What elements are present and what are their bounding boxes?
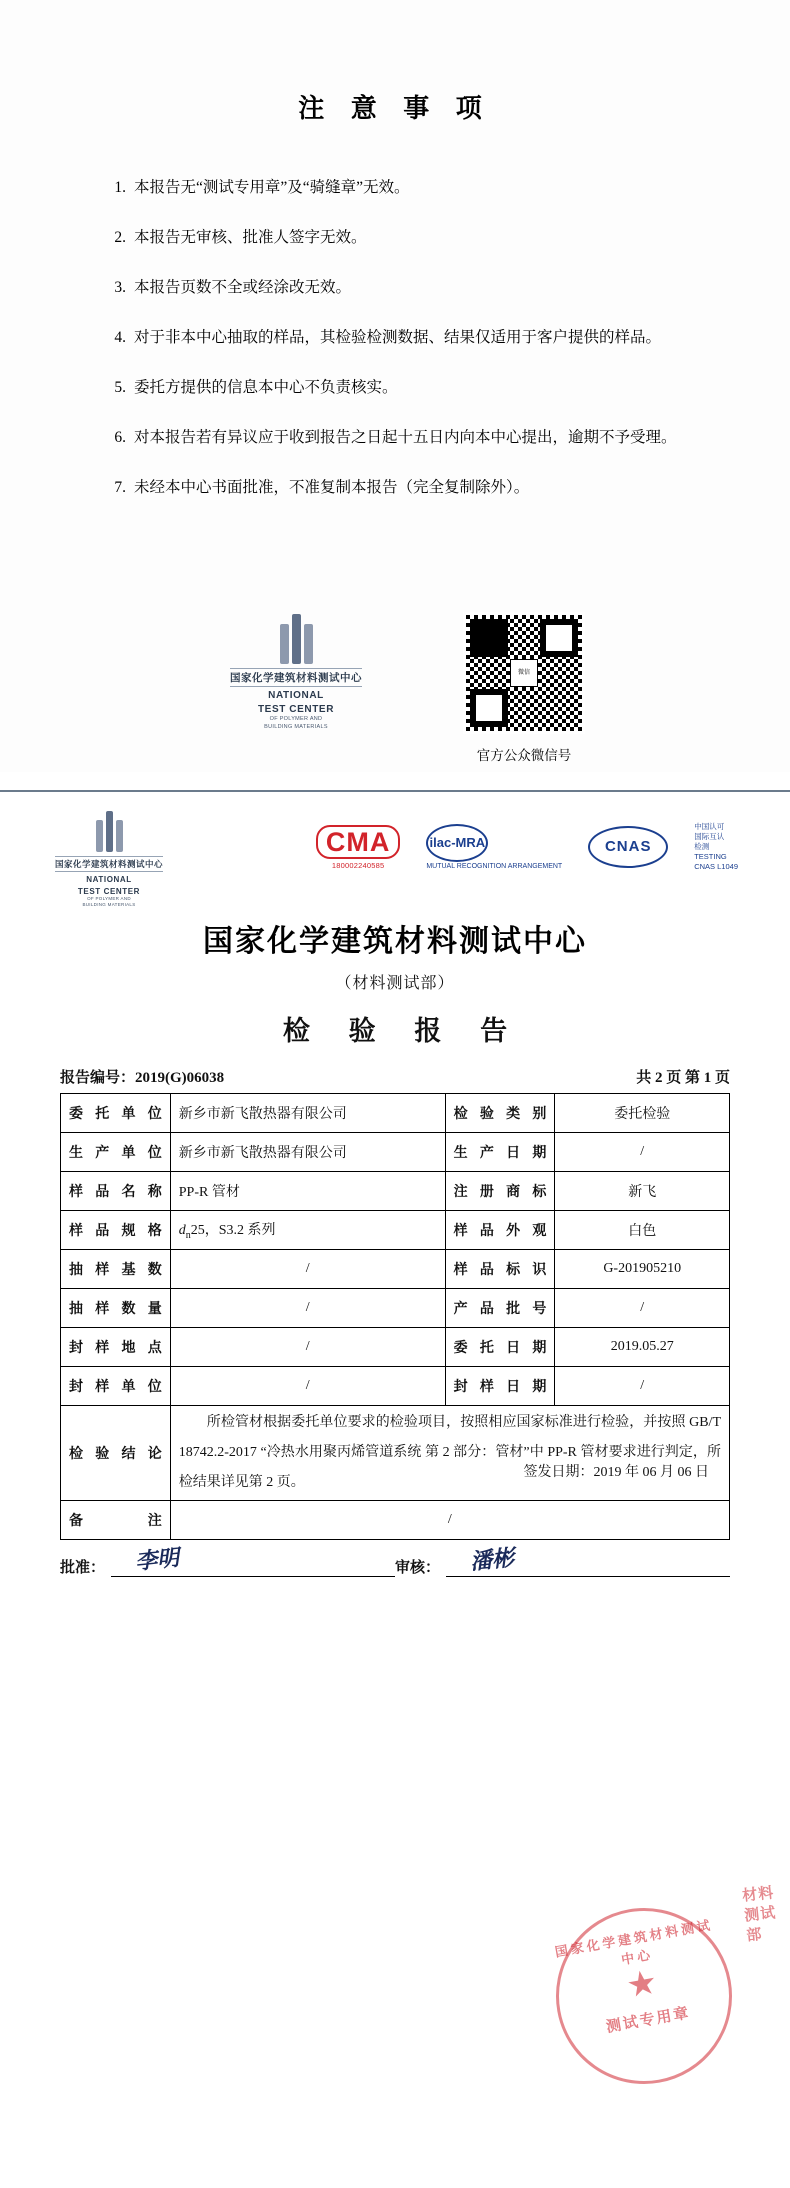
- field-value: G-201905210: [555, 1250, 730, 1289]
- field-value: 新乡市新飞散热器有限公司: [170, 1094, 445, 1133]
- list-item: [100, 371, 698, 405]
- field-label: 样品标识: [445, 1250, 555, 1289]
- table-row: [61, 1211, 730, 1250]
- field-label: 检验类别: [445, 1094, 555, 1133]
- cma-number: 180002240585: [331, 860, 385, 870]
- field-label: 生产单位: [61, 1133, 171, 1172]
- review-signature-line: [446, 1544, 730, 1577]
- issue-date: 签发日期：2019 年 06 月 06 日: [523, 1465, 709, 1480]
- notes-footer: [0, 612, 790, 764]
- report-info-table: [60, 1093, 730, 1540]
- accreditation-marks: [316, 810, 756, 872]
- list-item: [100, 221, 698, 255]
- official-stamp: [542, 1894, 746, 2098]
- field-label: 委托单位: [61, 1094, 171, 1133]
- logo-en-line2: TEST CENTER: [77, 887, 141, 896]
- note-text: 本报告无审核、批准人签字无效。: [134, 229, 367, 246]
- field-label: 注册商标: [445, 1172, 555, 1211]
- cnas-line-3: 检测: [694, 842, 710, 851]
- report-number-value: 2019(G)06038: [135, 1070, 225, 1086]
- qr-caption: 官方公众微信号: [476, 748, 572, 763]
- stamp-star-icon: ★: [623, 1963, 661, 2006]
- national-test-center-logo: [191, 612, 401, 731]
- review-block: [395, 1544, 730, 1577]
- field-value: /: [170, 1250, 445, 1289]
- remark-value: /: [170, 1501, 729, 1540]
- field-label: 产品批号: [445, 1289, 555, 1328]
- report-header: [0, 792, 790, 908]
- report-meta: [60, 1066, 730, 1087]
- field-label: 样品名称: [61, 1172, 171, 1211]
- table-row: [61, 1250, 730, 1289]
- test-center-emblem-icon: [34, 810, 184, 852]
- field-value: /: [170, 1289, 445, 1328]
- logo-en-line3: OF POLYMER AND: [87, 896, 131, 901]
- table-row-remark: [61, 1501, 730, 1540]
- field-value: /: [170, 1328, 445, 1367]
- table-row: [61, 1172, 730, 1211]
- notes-list: [100, 171, 698, 505]
- note-number: 4.: [114, 329, 126, 346]
- list-item: [100, 171, 698, 205]
- logo-cn-name: 国家化学建筑材料测试中心: [230, 668, 362, 687]
- logo-en-line1: NATIONAL: [268, 690, 324, 701]
- page-title: 检 验 报 告: [282, 1016, 524, 1046]
- field-label: 封样地点: [61, 1328, 171, 1367]
- ilac-mra-icon: [426, 824, 562, 870]
- list-item: [100, 271, 698, 305]
- cnas-accreditation-text: [694, 822, 738, 872]
- note-text: 未经本中心书面批准，不准复制本报告（完全复制除外）。: [134, 479, 530, 496]
- table-row: [61, 1328, 730, 1367]
- field-value: 新乡市新飞散热器有限公司: [170, 1133, 445, 1172]
- note-number: 2.: [114, 229, 126, 246]
- qr-code-icon: [463, 612, 585, 734]
- signature-row: [60, 1544, 730, 1577]
- test-center-emblem-icon: [191, 612, 401, 664]
- table-row: [61, 1367, 730, 1406]
- note-number: 7.: [114, 479, 126, 496]
- remark-label: 备 注: [61, 1501, 171, 1540]
- table-row: [61, 1094, 730, 1133]
- list-item: [100, 321, 698, 355]
- note-text: 本报告无“测试专用章”及“骑缝章”无效。: [134, 179, 410, 196]
- wechat-qr-block: [449, 612, 599, 764]
- field-label: 抽样基数: [61, 1250, 171, 1289]
- stamp-ring-text: 国家化学建筑材料测试中心: [553, 1917, 714, 1968]
- review-label: 审核：: [395, 1560, 441, 1576]
- field-label: 抽样数量: [61, 1289, 171, 1328]
- note-number: 6.: [114, 429, 126, 446]
- field-value: PP-R 管材: [170, 1172, 445, 1211]
- list-item: [100, 471, 698, 505]
- field-value: $d_n25$，S3.2 系列: [170, 1211, 445, 1250]
- logo-en-line2: TEST CENTER: [257, 704, 335, 715]
- field-value: 新飞: [555, 1172, 730, 1211]
- logo-en-line4: BUILDING MATERIALS: [264, 724, 328, 730]
- page-divider: [0, 772, 790, 790]
- notes-page: [0, 0, 790, 772]
- field-label: 样品外观: [445, 1211, 555, 1250]
- cnas-label: CNAS: [588, 826, 668, 868]
- logo-en-line3: OF POLYMER AND: [269, 716, 323, 722]
- field-value: 白色: [555, 1211, 730, 1250]
- cnas-line-2: 国际互认: [694, 832, 725, 841]
- logo-en-line1: NATIONAL: [86, 875, 132, 884]
- field-label: 样品规格: [61, 1211, 171, 1250]
- logo-cn-name: 国家化学建筑材料测试中心: [55, 856, 163, 872]
- field-value: /: [555, 1367, 730, 1406]
- note-number: 1.: [114, 179, 126, 196]
- report-page: [0, 790, 790, 2186]
- ilac-label: ilac-MRA: [426, 824, 488, 862]
- approve-label: 批准：: [60, 1560, 106, 1576]
- field-value: 委托检验: [555, 1094, 730, 1133]
- field-value: /: [555, 1133, 730, 1172]
- field-value: /: [555, 1289, 730, 1328]
- field-label: 委托日期: [445, 1328, 555, 1367]
- field-value: 2019.05.27: [555, 1328, 730, 1367]
- cnas-line-1: 中国认可: [694, 822, 725, 831]
- conclusion-body: [170, 1406, 729, 1501]
- approve-signature-line: [111, 1544, 395, 1577]
- stamp-bottom-text: 测试专用章: [605, 2005, 692, 2036]
- approve-signature: 李明: [133, 1544, 181, 1576]
- list-item: [100, 421, 698, 455]
- cma-mark-icon: [316, 825, 401, 870]
- cnas-line-4: TESTING: [694, 852, 727, 861]
- cma-label: CMA: [316, 825, 401, 859]
- field-value: /: [170, 1367, 445, 1406]
- note-text: 委托方提供的信息本中心不负责核实。: [134, 379, 398, 396]
- ilac-sub-label: MUTUAL RECOGNITION ARRANGEMENT: [426, 863, 563, 870]
- logo-en-line4: BUILDING MATERIALS: [82, 902, 136, 907]
- review-signature: 潘彬: [468, 1544, 516, 1576]
- field-label: 封样单位: [61, 1367, 171, 1406]
- qr-center-label: 微信: [510, 659, 538, 687]
- conclusion-label: 检验结论: [61, 1406, 171, 1501]
- cnas-icon: [588, 826, 668, 868]
- cnas-line-5: CNAS L1049: [694, 862, 738, 871]
- report-number: [60, 1066, 224, 1087]
- note-text: 对本报告若有异议应于收到报告之日起十五日内向本中心提出，逾期不予受理。: [134, 429, 677, 446]
- organization-department: （材料测试部）: [335, 975, 455, 992]
- note-number: 5.: [114, 379, 126, 396]
- page-count: 共 2 页 第 1 页: [636, 1070, 730, 1086]
- table-row-conclusion: [61, 1406, 730, 1501]
- note-text: 本报告页数不全或经涂改无效。: [134, 279, 352, 296]
- notes-title: 注 意 事 项: [298, 94, 492, 123]
- field-label: 生产日期: [445, 1133, 555, 1172]
- note-text: 对于非本中心抽取的样品，其检验检测数据、结果仅适用于客户提供的样品。: [134, 329, 662, 346]
- table-row: [61, 1133, 730, 1172]
- organization-title: 国家化学建筑材料测试中心: [203, 925, 587, 958]
- field-label: 封样日期: [445, 1367, 555, 1406]
- conclusion-text: 所检管材根据委托单位要求的检验项目，按照相应国家标准进行检验，并按照 GB/T 18742.2-2017 “冷热水用聚丙烯管道系统 第 2 部分：管材”中 PP-R 管材要求进行判定，所检结果详见第 2 页。: [178, 1415, 721, 1490]
- note-number: 3.: [114, 279, 126, 296]
- edge-stamp: 材料测试部: [741, 1885, 778, 1945]
- national-test-center-logo: [34, 810, 184, 908]
- approve-block: [60, 1544, 395, 1577]
- report-number-label: 报告编号：: [60, 1070, 136, 1086]
- table-row: [61, 1289, 730, 1328]
